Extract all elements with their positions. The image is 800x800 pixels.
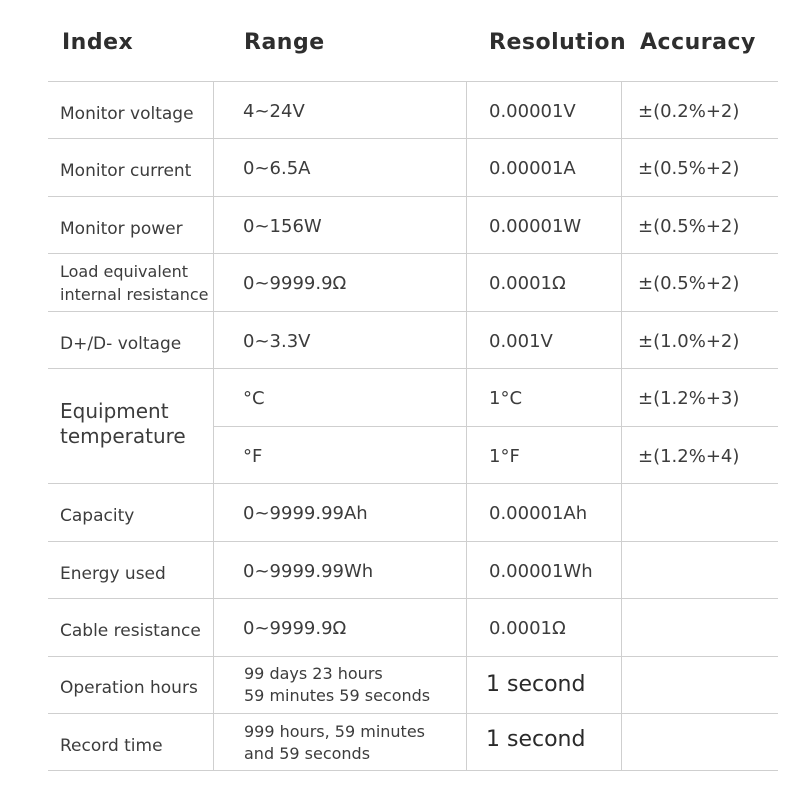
table-rule (48, 196, 778, 197)
index-cell: Monitor current (60, 161, 192, 181)
table-rule (48, 713, 778, 714)
range-cell: 0~3.3V (243, 331, 311, 352)
resolution-cell: 1°C (489, 388, 523, 409)
table-rule (48, 541, 778, 542)
accuracy-cell: ±(0.2%+2) (638, 101, 740, 122)
range-cell-line1: 99 days 23 hours (244, 664, 383, 683)
table-rule (48, 253, 778, 254)
index-cell-line1: Equipment (60, 399, 169, 423)
accuracy-cell: ±(1.2%+4) (638, 446, 740, 467)
resolution-cell: 0.00001Wh (489, 561, 593, 582)
resolution-cell: 0.00001W (489, 216, 582, 237)
range-cell-line2: and 59 seconds (244, 744, 371, 763)
column-divider (466, 81, 467, 770)
range-cell: °F (243, 446, 263, 467)
table-rule (48, 598, 778, 599)
index-cell: Capacity (60, 506, 135, 526)
accuracy-cell: ±(0.5%+2) (638, 158, 740, 179)
index-cell-line2: internal resistance (60, 285, 209, 304)
accuracy-cell: ±(1.0%+2) (638, 331, 740, 352)
table-rule (48, 368, 778, 369)
index-cell: Energy used (60, 564, 166, 584)
index-cell: D+/D- voltage (60, 334, 182, 354)
range-cell: 4~24V (243, 101, 305, 122)
index-cell: Monitor voltage (60, 104, 194, 124)
resolution-cell: 1 second (486, 672, 586, 697)
table-rule (213, 426, 778, 427)
range-cell: 0~9999.99Ah (243, 503, 368, 524)
index-cell-line1: Load equivalent (60, 262, 189, 281)
range-cell: 0~6.5A (243, 158, 311, 179)
resolution-cell: 0.001V (489, 331, 553, 352)
header-accuracy: Accuracy (640, 30, 756, 55)
range-cell: 0~9999.9Ω (243, 273, 347, 294)
column-divider (621, 81, 622, 770)
header-resolution: Resolution (489, 30, 627, 55)
resolution-cell: 0.0001Ω (489, 618, 566, 639)
index-cell: Record time (60, 736, 163, 756)
range-cell: 0~9999.99Wh (243, 561, 374, 582)
table-rule (48, 770, 778, 771)
range-cell: °C (243, 388, 265, 409)
table-rule (48, 138, 778, 139)
range-cell-line2: 59 minutes 59 seconds (244, 686, 431, 705)
table-rule (48, 483, 778, 484)
resolution-cell: 1 second (486, 727, 586, 752)
index-cell: Cable resistance (60, 621, 201, 641)
range-cell: 0~156W (243, 216, 322, 237)
header-index: Index (62, 30, 134, 55)
accuracy-cell: ±(0.5%+2) (638, 273, 740, 294)
header-range: Range (244, 30, 325, 55)
table-rule (48, 656, 778, 657)
index-cell: Monitor power (60, 219, 183, 239)
range-cell-line1: 999 hours, 59 minutes (244, 722, 425, 741)
index-cell-line2: temperature (60, 424, 186, 448)
column-divider (213, 81, 214, 770)
index-cell: Operation hours (60, 678, 198, 698)
resolution-cell: 0.00001Ah (489, 503, 588, 524)
accuracy-cell: ±(0.5%+2) (638, 216, 740, 237)
accuracy-cell: ±(1.2%+3) (638, 388, 740, 409)
table-rule (48, 311, 778, 312)
range-cell: 0~9999.9Ω (243, 618, 347, 639)
table-rule (48, 81, 778, 82)
resolution-cell: 0.00001V (489, 101, 576, 122)
resolution-cell: 1°F (489, 446, 520, 467)
resolution-cell: 0.00001A (489, 158, 576, 179)
resolution-cell: 0.0001Ω (489, 273, 566, 294)
